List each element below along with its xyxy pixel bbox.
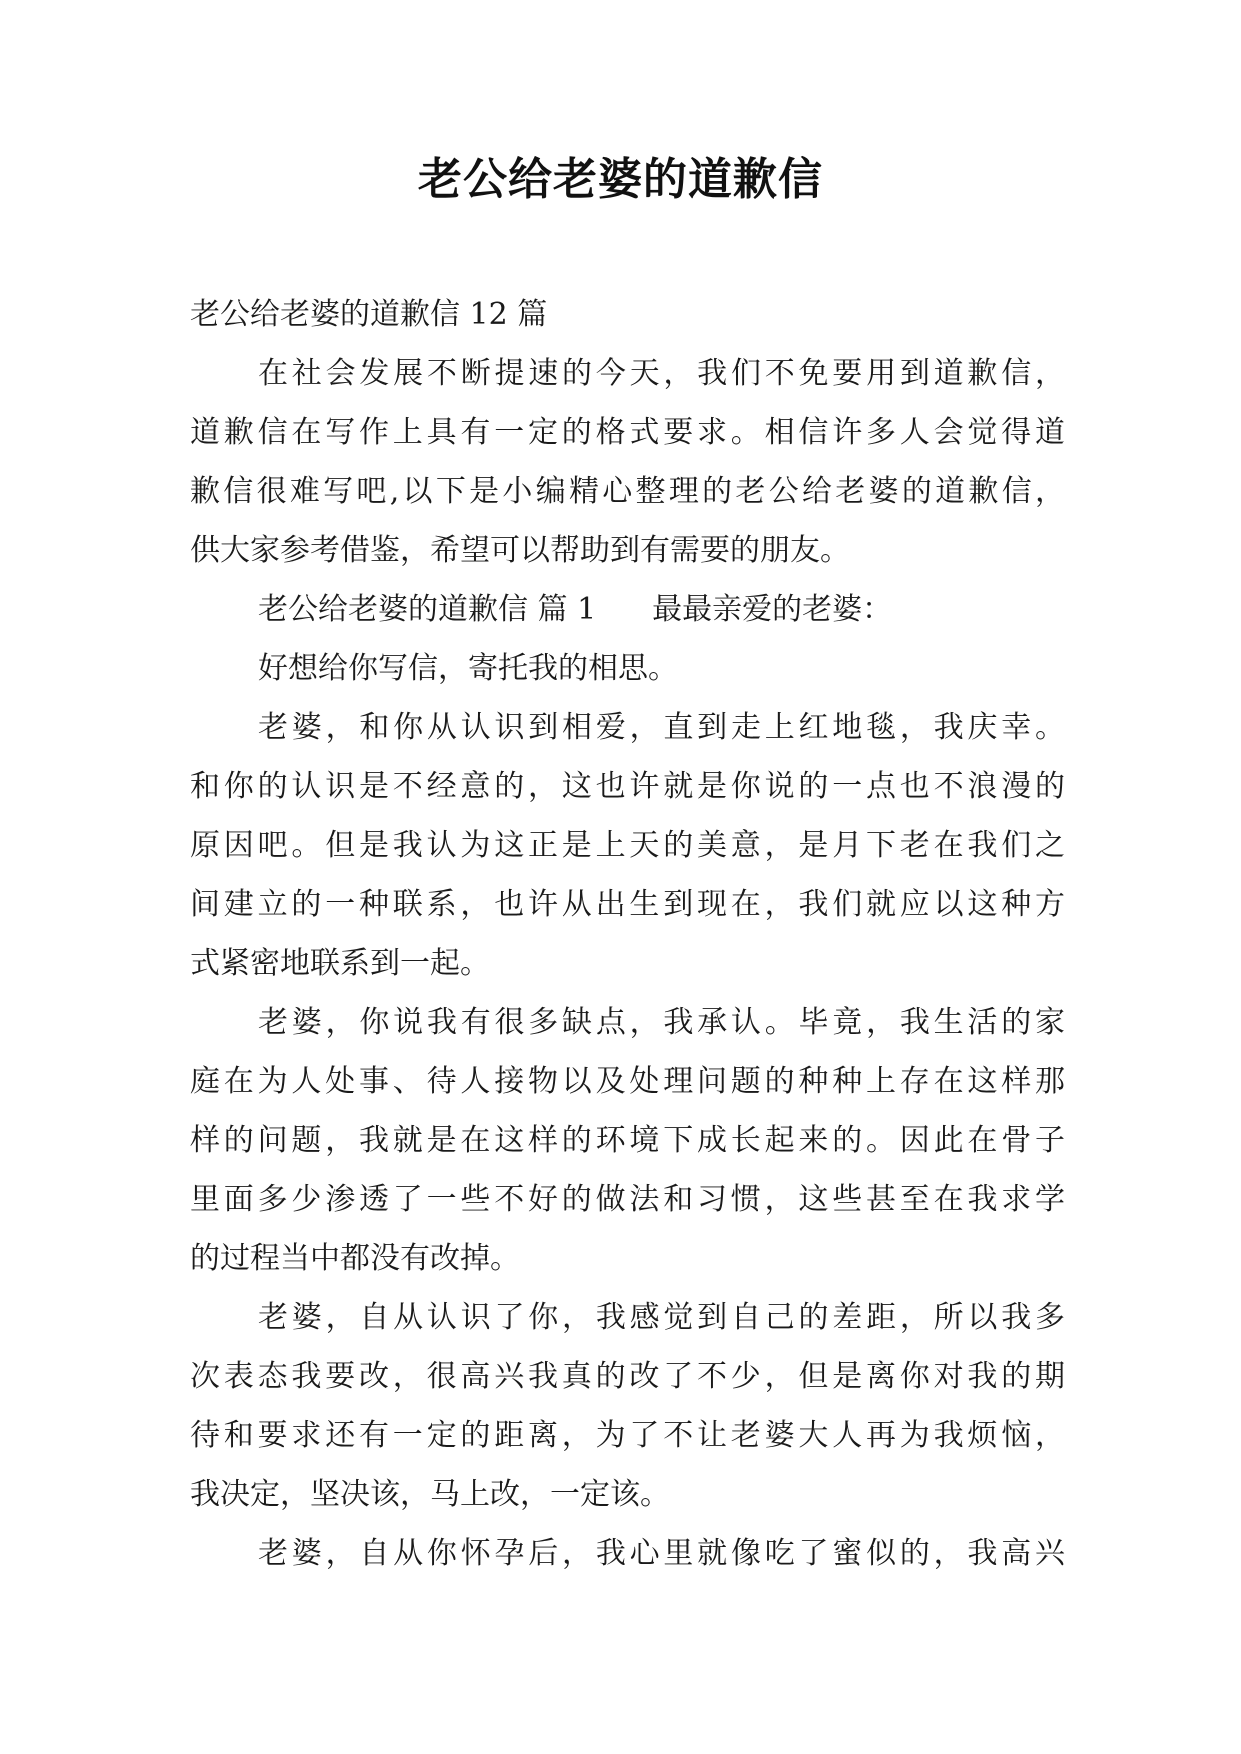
intro-line: 在社会发展不断提速的今天，我们不免要用到道歉信， bbox=[258, 356, 1065, 391]
paragraph-line: 原因吧。但是我认为这正是上天的美意，是月下老在我们之 bbox=[190, 828, 1065, 863]
salutation: 最最亲爱的老婆： bbox=[652, 592, 893, 627]
paragraph-line: 和你的认识是不经意的，这也许就是你说的一点也不浪漫的 bbox=[190, 769, 1065, 804]
intro-line: 歉信很难写吧,以下是小编精心整理的老公给老婆的道歉信， bbox=[190, 474, 1065, 509]
document-title: 老公给老婆的道歉信 bbox=[418, 154, 823, 205]
opening-line: 好想给你写信，寄托我的相思。 bbox=[258, 651, 678, 686]
section-heading: 老公给老婆的道歉信 篇 1 bbox=[258, 592, 597, 627]
intro-line: 道歉信在写作上具有一定的格式要求。相信许多人会觉得道 bbox=[190, 415, 1065, 450]
paragraph-line: 的过程当中都没有改掉。 bbox=[190, 1241, 520, 1276]
intro-line: 供大家参考借鉴，希望可以帮助到有需要的朋友。 bbox=[190, 533, 850, 568]
paragraph-line: 样的问题，我就是在这样的环境下成长起来的。因此在骨子 bbox=[190, 1123, 1065, 1158]
paragraph-line: 间建立的一种联系，也许从出生到现在，我们就应以这种方 bbox=[190, 887, 1065, 922]
paragraph-line: 老婆，自从认识了你，我感觉到自己的差距，所以我多 bbox=[258, 1300, 1065, 1335]
document-body bbox=[190, 285, 1065, 1583]
paragraph-line: 待和要求还有一定的距离，为了不让老婆大人再为我烦恼， bbox=[190, 1418, 1065, 1453]
paragraph-line: 我决定，坚决该，马上改，一定该。 bbox=[190, 1477, 670, 1512]
paragraph-line: 老婆，自从你怀孕后，我心里就像吃了蜜似的，我高兴 bbox=[258, 1536, 1065, 1571]
paragraph-line: 老婆，和你从认识到相爱，直到走上红地毯，我庆幸。 bbox=[258, 710, 1065, 745]
paragraph-line: 里面多少渗透了一些不好的做法和习惯，这些甚至在我求学 bbox=[190, 1182, 1065, 1217]
section-heading-line bbox=[190, 580, 1065, 639]
paragraph-line: 式紧密地联系到一起。 bbox=[190, 946, 490, 981]
paragraph-line: 老婆，你说我有很多缺点，我承认。毕竟，我生活的家 bbox=[258, 1005, 1065, 1040]
paragraph-line: 次表态我要改，很高兴我真的改了不少，但是离你对我的期 bbox=[190, 1359, 1065, 1394]
document-subtitle: 老公给老婆的道歉信 12 篇 bbox=[190, 297, 548, 332]
paragraph-line: 庭在为人处事、待人接物以及处理问题的种种上存在这样那 bbox=[190, 1064, 1065, 1099]
